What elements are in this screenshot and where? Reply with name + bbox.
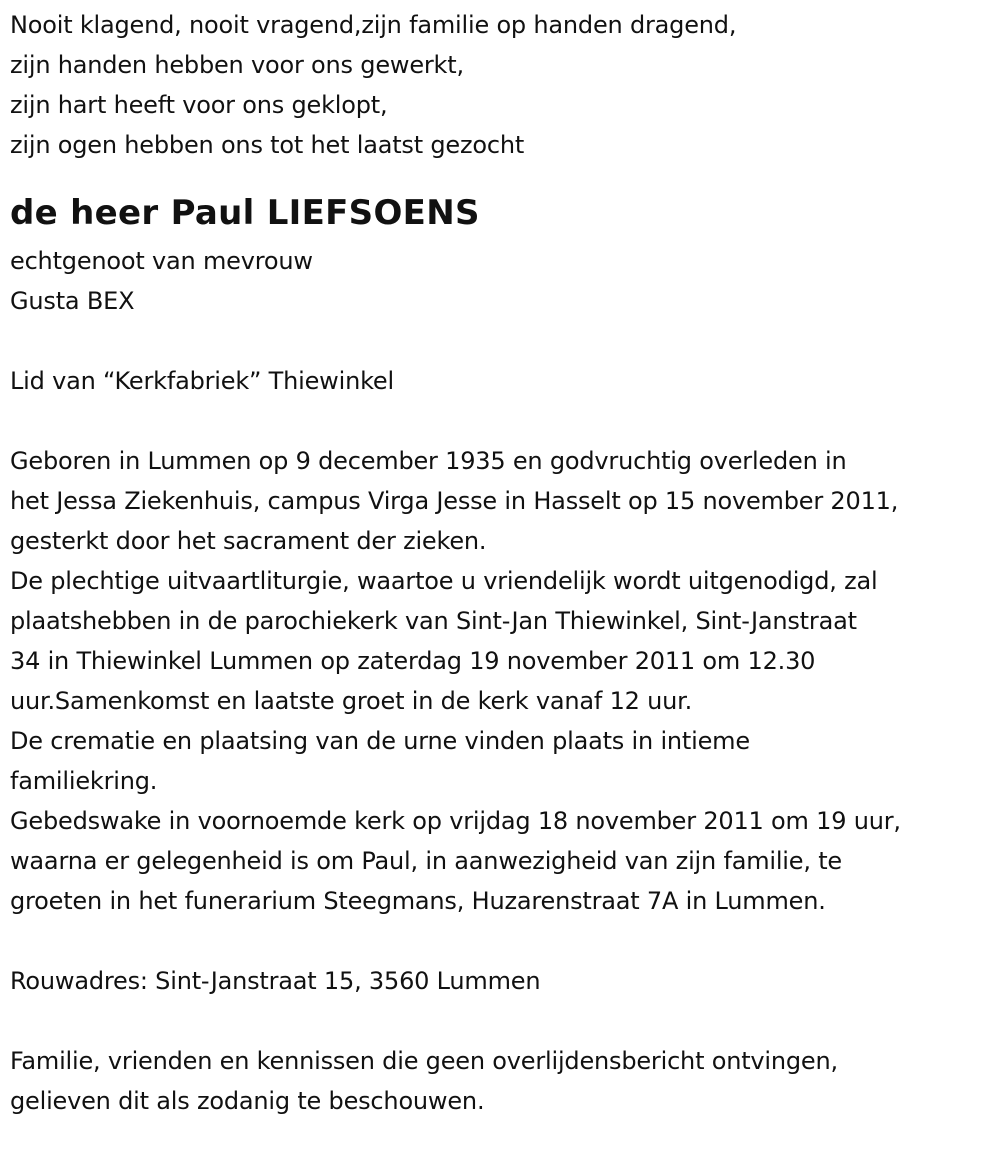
details-line: plaatshebben in de parochiekerk van Sint-Jan Thiewinkel, Sint-Janstraat [10,607,857,635]
mourning-address: Rouwadres: Sint-Janstraat 15, 3560 Lummen [10,967,541,995]
poem-line: zijn ogen hebben ons tot het laatst gezocht [10,131,525,159]
poem-line: Nooit klagend, nooit vragend,zijn familie op handen dragend, [10,11,737,39]
details-line: 34 in Thiewinkel Lummen op zaterdag 19 november 2011 om 12.30 [10,647,816,675]
details-line: De crematie en plaatsing van de urne vinden plaats in intieme [10,727,750,755]
spacer [10,401,995,441]
relation-text: echtgenoot van mevrouw [10,247,313,275]
details-line: uur.Samenkomst en laatste groet in de kerk vanaf 12 uur. [10,687,693,715]
membership-text: Lid van “Kerkfabriek” Thiewinkel [10,367,394,395]
details-paragraph [10,441,995,921]
details-line: groeten in het funerarium Steegmans, Huzarenstraat 7A in Lummen. [10,887,826,915]
spacer [10,921,995,961]
poem [10,5,995,165]
spacer [10,1001,995,1041]
details-line: waarna er gelegenheid is om Paul, in aanwezigheid van zijn familie, te [10,847,842,875]
details-line: familiekring. [10,767,158,795]
closing-line: Familie, vrienden en kennissen die geen overlijdensbericht ontvingen, [10,1047,838,1075]
details-line: Gebedswake in voornoemde kerk op vrijdag 18 november 2011 om 19 uur, [10,807,901,835]
spouse-name: Gusta BEX [10,287,135,315]
closing-line: gelieven dit als zodanig te beschouwen. [10,1087,485,1115]
closing-paragraph [10,1041,995,1121]
spacer [10,321,995,361]
poem-line: zijn hart heeft voor ons geklopt, [10,91,388,119]
deceased-name: de heer Paul LIEFSOENS [10,193,480,233]
details-line: De plechtige uitvaartliturgie, waartoe u vriendelijk wordt uitgenodigd, zal [10,567,878,595]
poem-line: zijn handen hebben voor ons gewerkt, [10,51,464,79]
details-line: het Jessa Ziekenhuis, campus Virga Jesse in Hasselt op 15 november 2011, [10,487,899,515]
details-line: Geboren in Lummen op 9 december 1935 en godvruchtig overleden in [10,447,847,475]
obituary-notice [10,5,995,1121]
details-line: gesterkt door het sacrament der zieken. [10,527,487,555]
